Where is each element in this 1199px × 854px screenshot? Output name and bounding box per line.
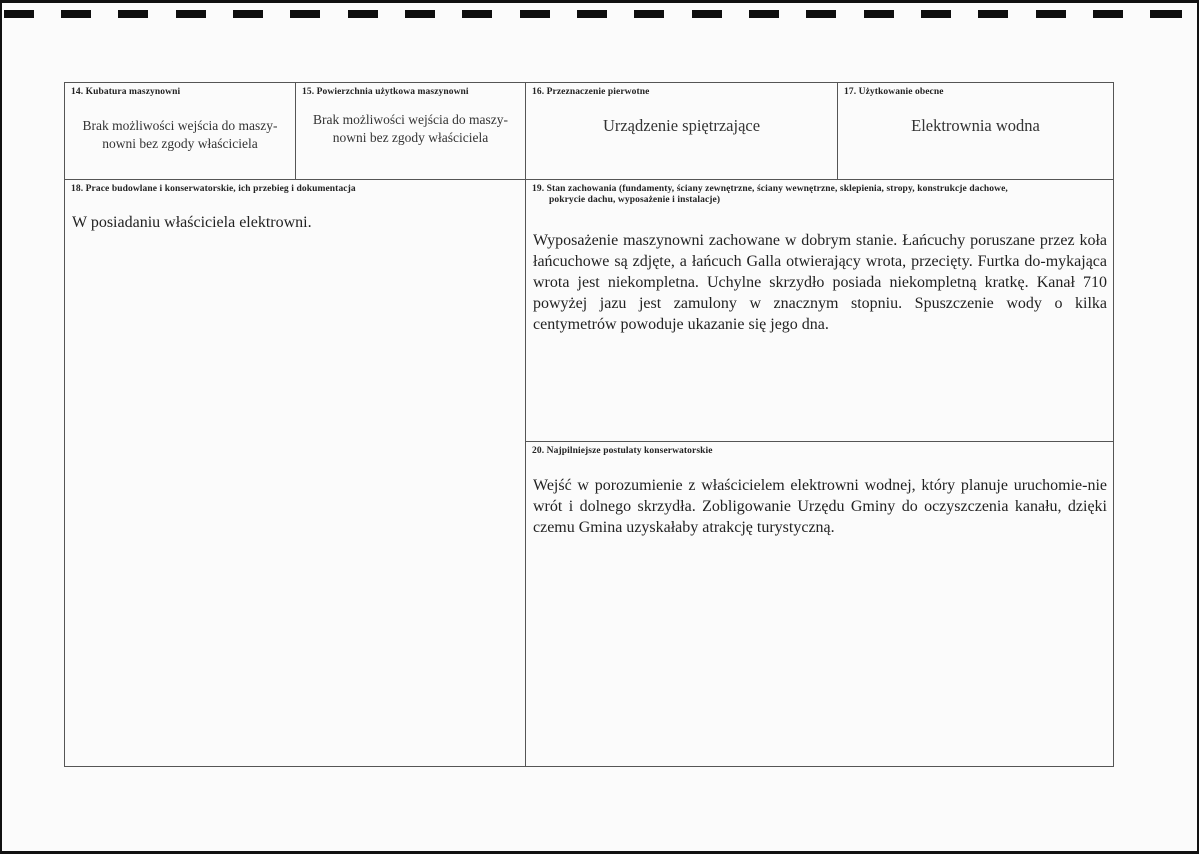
page-border-left (0, 0, 2, 854)
binding-hole (1150, 10, 1182, 18)
cell-20-label: 20. Najpilniejsze postulaty konserwatorskie (532, 446, 713, 456)
binding-hole (61, 10, 91, 18)
binding-hole (577, 10, 607, 18)
binding-hole (1093, 10, 1123, 18)
cell-14-machine-room-volume (64, 82, 296, 180)
cell-17-value: Elektrownia wodna (911, 116, 1040, 135)
cell-15-value-line2: nowni bez zgody właściciela (332, 130, 489, 145)
cell-18-value: W posiadaniu właściciela elektrowni. (72, 214, 312, 231)
cell-15-value-line1: Brak możliwości wejścia do maszy- (313, 112, 508, 127)
binding-hole (462, 10, 492, 18)
cell-18-label: 18. Prace budowlane i konserwatorskie, ich przebieg i dokumentacja (71, 184, 356, 194)
binding-hole (405, 10, 435, 18)
binding-hole (118, 10, 148, 18)
cell-18-works-documentation (64, 179, 526, 767)
cell-15-value (302, 111, 519, 147)
binding-hole (348, 10, 378, 18)
binding-hole (520, 10, 550, 18)
cell-14-value-line1: Brak możliwości wejścia do maszy- (82, 118, 278, 133)
cell-15-machine-room-area (295, 82, 526, 180)
cell-19-label-line1: 19. Stan zachowania (fundamenty, ściany zewnętrzne, ściany wewnętrzne, sklepienia, stropy, konstrukcje dachowe, (532, 184, 1008, 194)
cell-16-original-purpose (525, 82, 838, 180)
cell-15-label: 15. Powierzchnia użytkowa maszynowni (302, 87, 469, 97)
binding-hole (692, 10, 722, 18)
cell-16-value: Urządzenie spiętrzające (602, 116, 761, 135)
cell-14-value-line2: nowni bez zgody właściciela (102, 136, 258, 151)
binding-hole (290, 10, 320, 18)
binding-hole (233, 10, 263, 18)
binding-holes-strip (0, 7, 1199, 21)
cell-14-value (71, 117, 289, 153)
page-border-top (0, 0, 1199, 3)
binding-hole (1036, 10, 1066, 18)
binding-hole (864, 10, 894, 18)
binding-hole (634, 10, 664, 18)
binding-hole (4, 10, 34, 18)
cell-14-label: 14. Kubatura maszynowni (71, 87, 181, 97)
binding-hole (806, 10, 836, 18)
cell-20-value: Wejść w porozumienie z właścicielem elektrowni wodnej, który planuje uruchomie-nie wrót i dolnego skrzydła. Zobligowanie Urzędu Gminy do oczyszczenia kanału, dzięki czemu Gmina uzyskałaby atrakcję turystyczną. (533, 477, 1107, 536)
binding-hole (978, 10, 1008, 18)
cell-17-current-use (837, 82, 1114, 180)
cell-20-conservation-postulates (525, 441, 1114, 767)
binding-hole (749, 10, 779, 18)
binding-hole (921, 10, 951, 18)
cell-19-label (532, 184, 1105, 206)
binding-hole (176, 10, 206, 18)
cell-17-label: 17. Użytkowanie obecne (844, 87, 944, 97)
cell-19-value: Wyposażenie maszynowni zachowane w dobrym stanie. Łańcuchy poruszane przez koła łańcuchowe są zdjęte, a łańcuch Galla otwierający wrota, przecięty. Furtka do-mykająca wrota jest niekompletna. Uchylne skrzydło posiada niekompletną kratkę. Kanał 710 powyżej jazu jest zamulony w znacznym stopniu. Spuszczenie wody o kilka centymetrów powoduje ukazanie się jego dna. (533, 232, 1107, 333)
cell-19-label-line2: pokrycie dachu, wyposażenie i instalacje) (549, 195, 721, 205)
cell-16-label: 16. Przeznaczenie pierwotne (532, 87, 650, 97)
cell-19-condition (525, 179, 1114, 442)
